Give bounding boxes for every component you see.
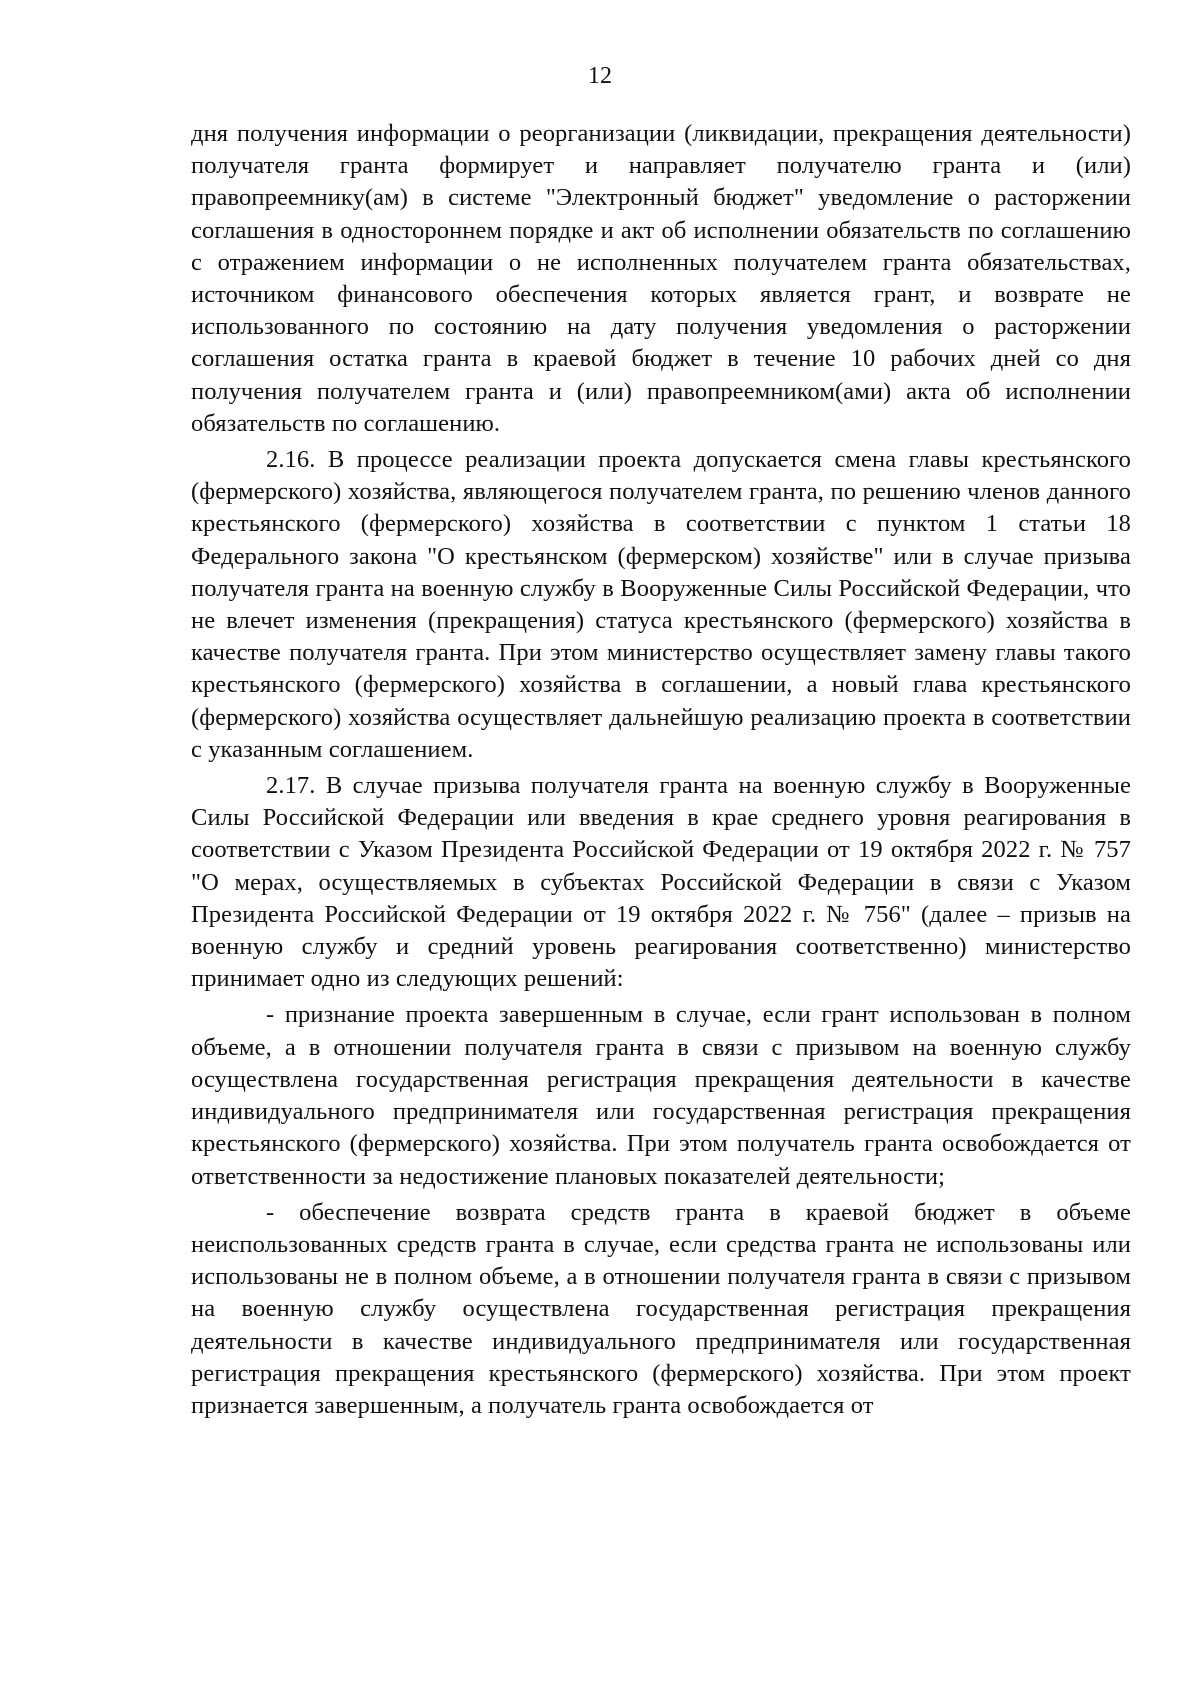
paragraph-2-16: 2.16. В процессе реализации проекта допускается смена главы крестьянского (фермерского) хозяйства, являющегося получателем гранта, по решению членов данного крестьянского (фермерского) хозяйства в соответствии с пунктом 1 статьи 18 Федерального закона "О крестьянском (фермерском) хозяйстве" или в случае призыва получателя гранта на военную службу в Вооруженные Силы Российской Федерации, что не влечет изменения (прекращения) статуса крестьянского (фермерского) хозяйства в качестве получателя гранта. При этом министерство осуществляет замену главы такого крестьянского (фермерского) хозяйства в соглашении, а новый глава крестьянского (фермерского) хозяйства осуществляет дальнейшую реализацию проекта в соответствии с указанным соглашением. <box>191 446 1131 763</box>
paragraph-project-completed: - признание проекта завершенным в случае, если грант использован в полном объеме, а в отношении получателя гранта в связи с призывом на военную службу осуществлена государственная регистрация прекращения деятельности в качестве индивидуального предпринимателя или государственная регистрация прекращения крестьянского (фермерского) хозяйства. При этом получатель гранта освобождается от ответственности за недостижение плановых показателей деятельности; <box>191 1001 1131 1190</box>
paragraph-2-17: 2.17. В случае призыва получателя гранта на военную службу в Вооруженные Силы Российской Федерации или введения в крае среднего уровня реагирования в соответствии с Указом Президента Российской Федерации от 19 октября 2022 г. № 757 "О мерах, осуществляемых в субъектах Российской Федерации в связи с Указом Президента Российской Федерации от 19 октября 2022 г. № 756" (далее – призыв на военную службу и средний уровень реагирования соответственно) министерство принимает одно из следующих решений: <box>191 772 1131 993</box>
paragraph-reorganization-continuation: дня получения информации о реорганизации (ликвидации, прекращения деятельности) получателя гранта формирует и направляет получателю гранта и (или) правопреемнику(ам) в системе "Электронный бюджет" уведомление о расторжении соглашения в одностороннем порядке и акт об исполнении обязательств по соглашению с отражением информации о не исполненных получателем гранта обязательствах, источником финансового обеспечения которых является грант, и возврате не использованного по состоянию на дату получения уведомления о расторжении соглашения остатка гранта в краевой бюджет в течение 10 рабочих дней со дня получения получателем гранта и (или) правопреемником(ами) акта об исполнении обязательств по соглашению. <box>191 120 1131 437</box>
body-text <box>191 118 1131 1422</box>
paragraph-grant-refund: - обеспечение возврата средств гранта в краевой бюджет в объеме неиспользованных средств гранта в случае, если средства гранта не использованы или использованы не в полном объеме, а в отношении получателя гранта в связи с призывом на военную службу осуществлена государственная регистрация прекращения деятельности в качестве индивидуального предпринимателя или государственная регистрация прекращения крестьянского (фермерского) хозяйства. При этом проект признается завершенным, а получатель гранта освобождается от <box>191 1198 1131 1419</box>
page-number: 12 <box>588 63 612 89</box>
